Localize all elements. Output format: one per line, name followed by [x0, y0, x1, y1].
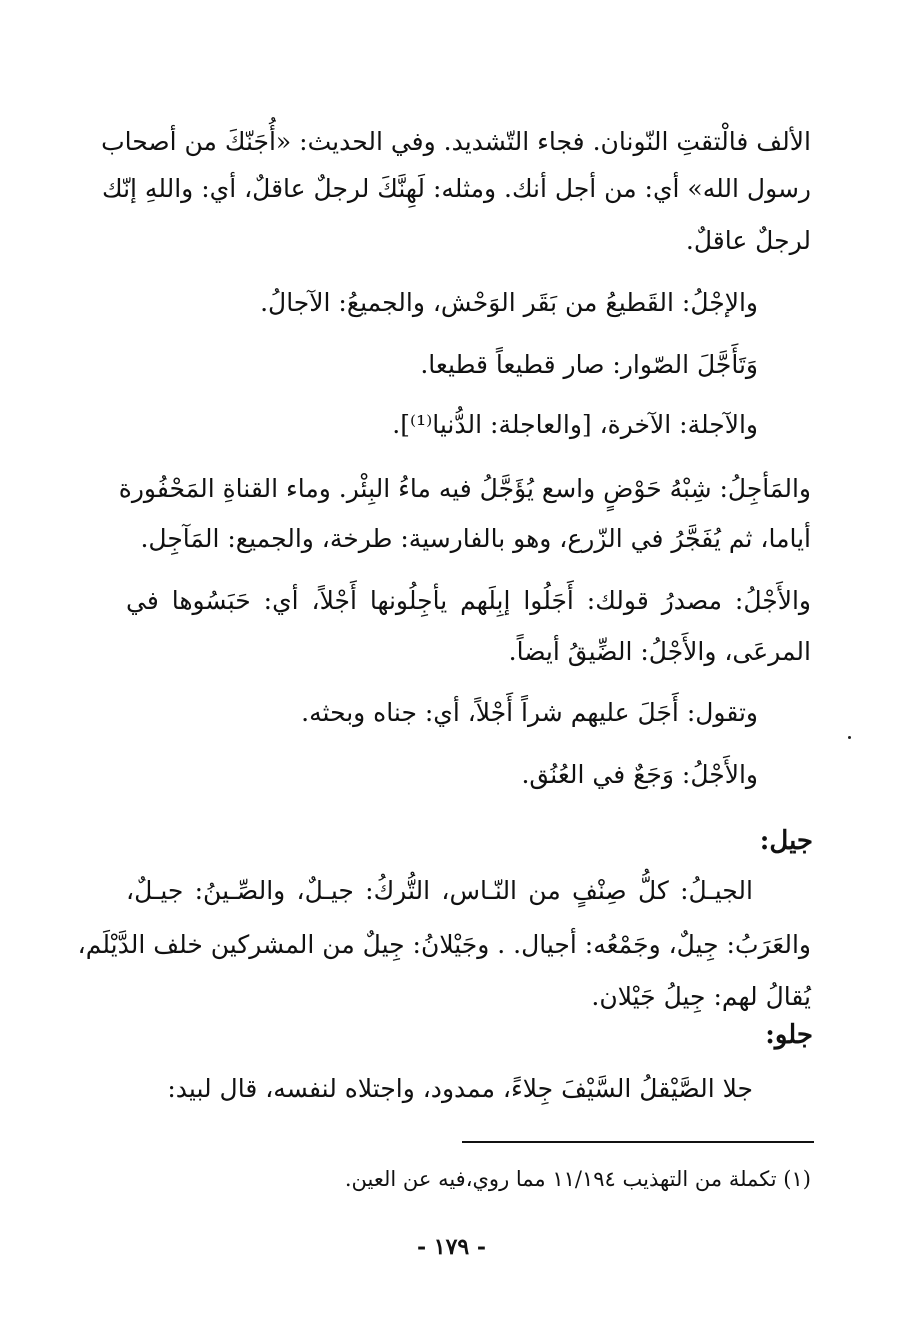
section-heading-jalw: جلو: — [765, 1020, 813, 1050]
text-line-14: والعَرَبُ: جِيلٌ، وجَمْعُه: أجيال. . وجَيْلانُ: جِيلٌ من المشركين خلف الدَّيْلَم، — [77, 930, 811, 959]
text-line-12: والأَجْلُ: وَجَعٌ في العُنُق. — [521, 760, 758, 789]
footnote-separator — [462, 1141, 814, 1143]
text-line-16: جلا الصَّيْقلُ السَّيْفَ جِلاءً، ممدود، واجتلاه لنفسه، قال لبيد: — [167, 1074, 753, 1103]
text-line-8: أياما، ثم يُفَجَّرُ في الزّرع، وهو بالفارسية: طرخة، والجميع: المَآجِل. — [140, 524, 811, 553]
text-line-10: المرعَى، والأَجْلُ: الضِّيقُ أيضاً. — [508, 637, 811, 666]
text-line-3: لرجلٌ عاقلٌ. — [685, 226, 811, 255]
text-line-15: يُقالُ لهم: جِيلُ جَيْلان. — [591, 982, 811, 1011]
text-line-11: وتقول: أَجَلَ عليهم شراً أَجْلاً، أي: جناه وبحثه. — [301, 698, 758, 727]
text-line-13: الجيـلُ: كلُّ صِنْفٍ من النّـاس، التُّركُ: جيـلٌ، والصِّـينُ: جيـلٌ، — [126, 876, 753, 905]
text-line-2: رسول الله» أي: من أجل أنك. ومثله: لَهِنَّكَ لرجلٌ عاقلٌ، أي: واللهِ إنّك — [102, 174, 811, 203]
text-line-9: والأَجْلُ: مصدرُ قولك: أَجَلُوا إبِلَهم يأجِلُونها أَجْلاً، أي: حَبَسُوها في — [126, 586, 811, 615]
page-number: - ١٧٩ - — [416, 1234, 487, 1260]
text-line-6: والآجلة: الآخرة، [والعاجلة: الدُّنيا⁽¹⁾]. — [392, 410, 758, 439]
text-line-5: وَتَأَجَّلَ الصّوار: صار قطيعاً قطيعا. — [420, 350, 758, 379]
text-line-1: الألف فالْتقتِ النّونان. فجاء التّشديد. وفي الحديث: «أُجَنّكَ من أصحاب — [101, 127, 811, 156]
section-heading-jil: جيل: — [759, 826, 813, 856]
footnote: (١) تكملة من التهذيب ١١/١٩٤ مما روي،فيه عن العين. — [344, 1167, 811, 1191]
text-line-4: والإجْلُ: القَطيعُ من بَقَر الوَحْش، والجميعُ: الآجالُ. — [260, 288, 758, 317]
margin-dot — [848, 736, 851, 739]
text-line-7: والمَأجِلُ: شِبْهُ حَوْضٍ واسع يُؤَجَّلُ فيه ماءُ البِئْر. وماء القناةِ المَحْفُورة — [118, 474, 811, 503]
